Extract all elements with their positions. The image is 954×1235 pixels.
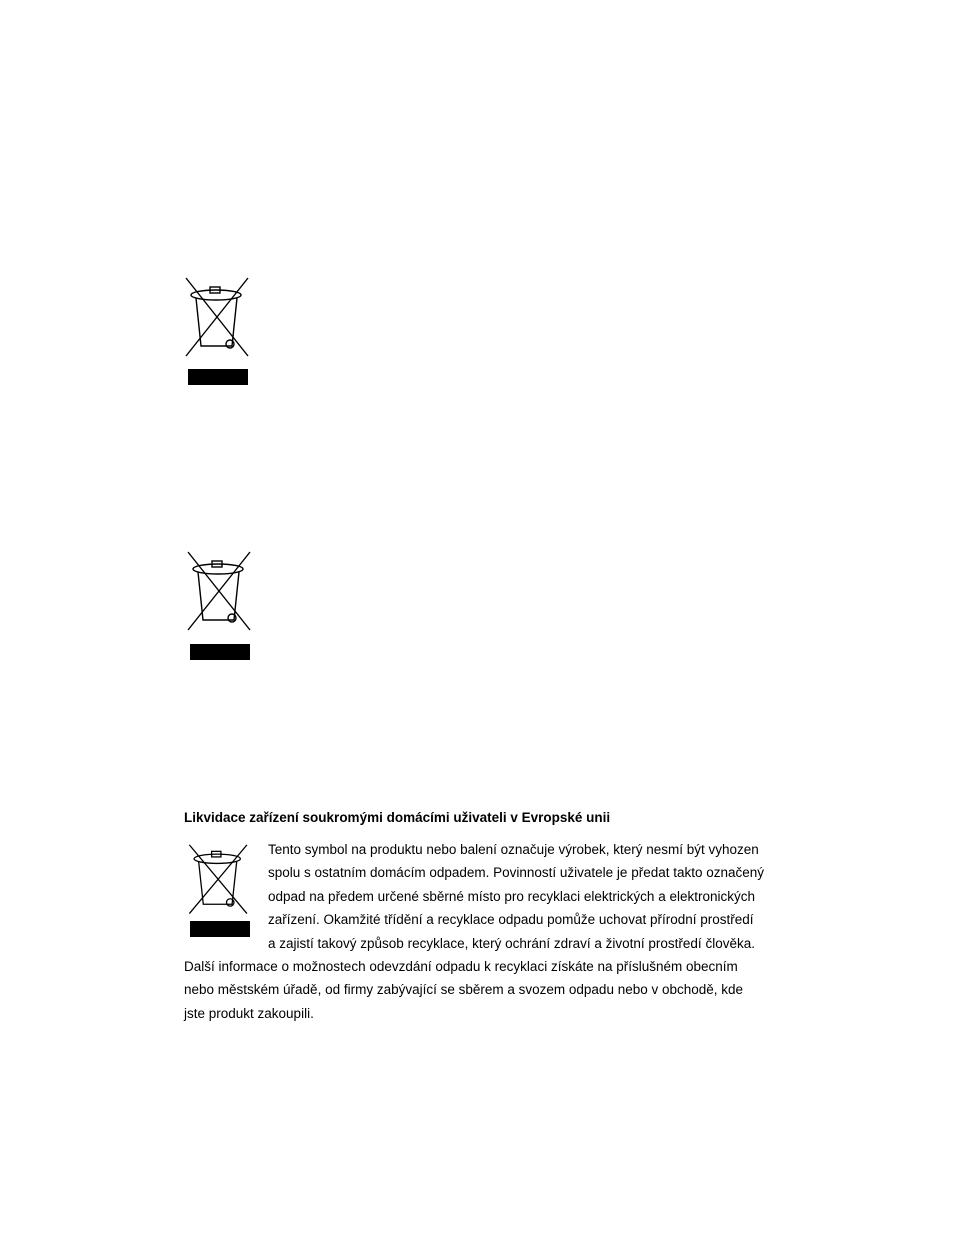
- weee-symbol-3: [187, 843, 257, 953]
- paragraph-line: Další informace o možnostech odevzdání odpadu k recyklaci získáte na příslušném obecním: [184, 959, 738, 974]
- paragraph-line: jste produkt zakoupili.: [184, 1005, 314, 1021]
- weee-black-bar: [190, 921, 250, 937]
- paragraph-line: Tento symbol na produktu nebo balení označuje výrobek, který nesmí být vyhozen: [268, 842, 759, 857]
- crossed-out-wheelie-bin-icon: [187, 843, 253, 921]
- crossed-out-wheelie-bin-icon: [186, 550, 256, 640]
- paragraph-line: odpad na předem určené sběrné místo pro recyklaci elektrických a elektronických: [268, 888, 755, 904]
- paragraph-further-info: [184, 955, 743, 1025]
- paragraph-line: zařízení. Okamžité třídění a recyklace odpadu pomůže uchovat přírodní prostředí: [268, 912, 754, 928]
- paragraph-line: nebo městském úřadě, od firmy zabývající se sběrem a svozem odpadu nebo v obchodě, kde: [184, 982, 744, 998]
- paragraph-line: spolu s ostatním domácím odpadem. Povinností uživatele je předat takto označený: [268, 865, 765, 881]
- weee-black-bar: [190, 644, 250, 660]
- weee-symbol-2: [186, 550, 256, 660]
- paragraph-line: a zajistí takový způsob recyklace, který ochrání zdraví a životní prostředí člověka.: [268, 935, 755, 951]
- weee-black-bar: [188, 369, 248, 385]
- paragraph-symbol-description: [268, 838, 764, 955]
- crossed-out-wheelie-bin-icon: [184, 276, 254, 366]
- section-heading: Likvidace zařízení soukromými domácími uživateli v Evropské unii: [184, 810, 611, 825]
- weee-symbol-1: [184, 276, 254, 386]
